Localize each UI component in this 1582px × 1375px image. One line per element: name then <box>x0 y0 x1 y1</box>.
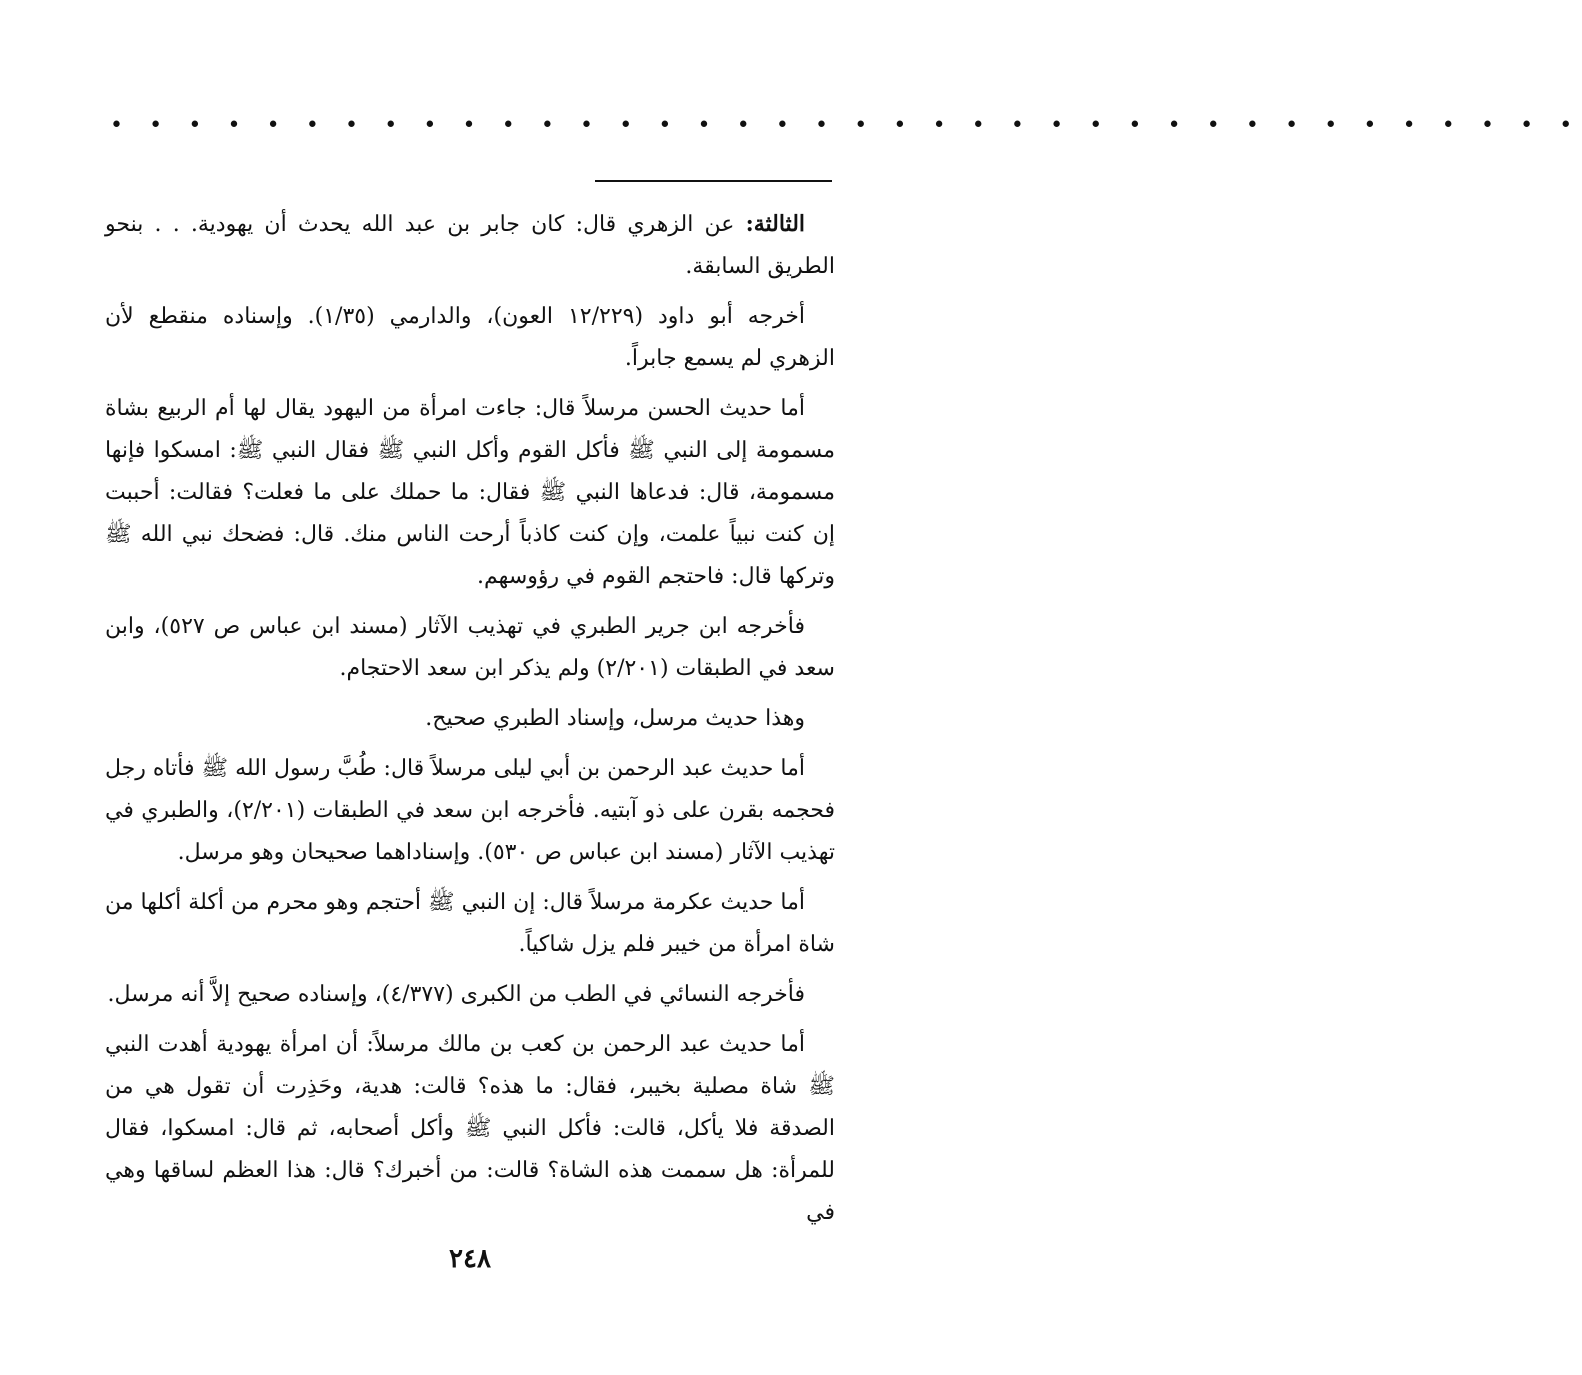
paragraph-lead: الثالثة: <box>745 211 806 237</box>
paragraph <box>105 606 835 690</box>
page-body <box>105 203 835 1242</box>
paragraph <box>105 748 835 874</box>
paragraph-text: أما حديث عبد الرحمن بن أبي ليلى مرسلاً قال: طُبَّ رسول الله ﷺ فأتاه رجل فحجمه بقرن على ذو آبتيه. فأخرجه ابن سعد في الطبقات (٢/٢٠١)، والطبري في تهذيب الآثار (مسند ابن عباس ص ٥٣٠). وإسناداهما صحيحان وهو مرسل. <box>105 756 835 865</box>
paragraph-text: أما حديث عبد الرحمن بن كعب بن مالك مرسلاً: أن امرأة يهودية أهدت النبي ﷺ شاة مصلية بخيبر، فقال: ما هذه؟ قالت: هدية، وحَذِرت أن تقول هي من الصدقة فلا يأكل، قالت: فأكل النبي ﷺ وأكل أصحابه، ثم قال: امسكوا، فقال للمرأة: هل سممت هذه الشاة؟ قالت: من أخبرك؟ قال: هذا العظم لساقها وهي في <box>105 1032 835 1225</box>
paragraph-text: أخرجه أبو داود (١٢/٢٢٩ العون)، والدارمي (١/٣٥). وإسناده منقطع لأن الزهري لم يسمع جابراً. <box>105 304 835 371</box>
paragraph-text: فأخرجه ابن جرير الطبري في تهذيب الآثار (مسند ابن عباس ص ٥٢٧)، وابن سعد في الطبقات (٢/٢٠١) ولم يذكر ابن سعد الاحتجام. <box>105 614 835 681</box>
paragraph <box>105 203 835 288</box>
paragraph <box>105 296 835 380</box>
paragraph-text: عن الزهري قال: كان جابر بن عبد الله يحدث أن يهودية. . . بنحو الطريق السابقة. <box>105 212 835 279</box>
separator-dots: • • • • • • • • • • • • • • • • • • • • • • • • • • • • • • • • • • • • • • <box>110 113 1582 138</box>
paragraph <box>105 388 835 598</box>
paragraph <box>105 882 835 966</box>
paragraph-text: فأخرجه النسائي في الطب من الكبرى (٤/٣٧٧)، وإسناده صحيح إلاَّ أنه مرسل. <box>107 982 805 1007</box>
paragraph-text: أما حديث عكرمة مرسلاً قال: إن النبي ﷺ أحتجم وهو محرم من أكلة أكلها من شاة امرأة من خيبر فلم يزل شاكياً. <box>105 890 835 957</box>
paragraph <box>105 974 835 1016</box>
paragraph-text: وهذا حديث مرسل، وإسناد الطبري صحيح. <box>425 706 805 731</box>
footnote-rule <box>595 180 832 182</box>
paragraph <box>105 1024 835 1234</box>
paragraph <box>105 698 835 740</box>
paragraph-text: أما حديث الحسن مرسلاً قال: جاءت امرأة من اليهود يقال لها أم الربيع بشاة مسمومة إلى النبي ﷺ فأكل القوم وأكل النبي ﷺ فقال النبي ﷺ: امسكوا فإنها مسمومة، قال: فدعاها النبي ﷺ فقال: ما حملك على ما فعلت؟ فقالت: أحببت إن كنت نبياً علمت، وإن كنت كاذباً أرحت الناس منك. قال: فضحك نبي الله ﷺ وتركها قال: فاحتجم القوم في رؤوسهم. <box>105 396 835 589</box>
page-number: ٢٤٨ <box>449 1244 491 1274</box>
